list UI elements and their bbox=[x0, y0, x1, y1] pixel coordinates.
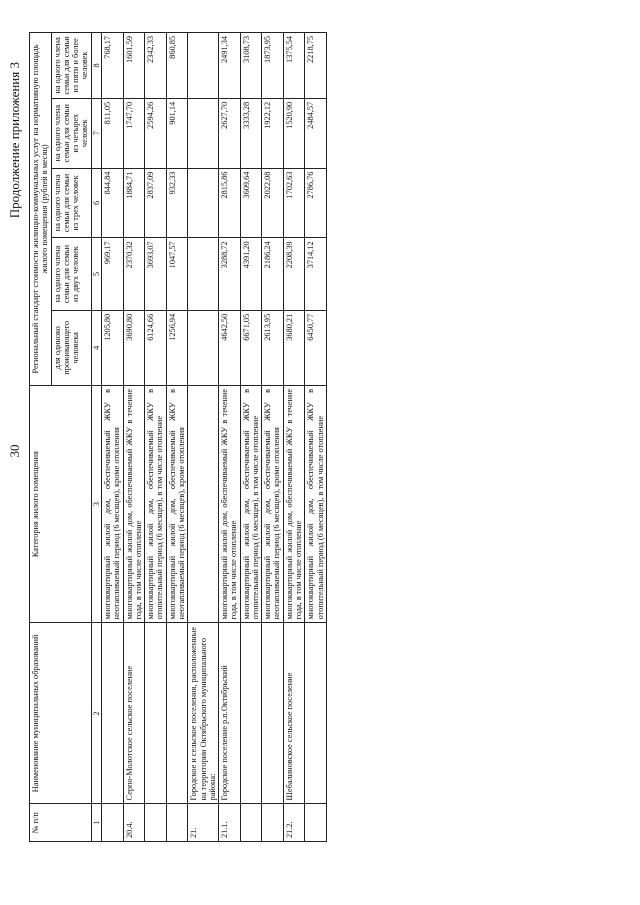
column-index: 8 bbox=[91, 33, 101, 99]
value-single: 6450,77 bbox=[305, 310, 327, 385]
header-name: Наименование муниципальных образований bbox=[30, 623, 92, 804]
value-five: 768,17 bbox=[101, 33, 123, 99]
column-index: 2 bbox=[91, 623, 101, 804]
row-number bbox=[166, 804, 188, 842]
value-two: 3693,07 bbox=[145, 238, 167, 310]
table-row bbox=[305, 33, 327, 842]
value-three: 3609,64 bbox=[240, 168, 262, 238]
municipality-name bbox=[305, 623, 327, 804]
value-single: 6124,66 bbox=[145, 310, 167, 385]
municipality-name bbox=[145, 623, 167, 804]
value-three: 2815,86 bbox=[219, 168, 241, 238]
table-row bbox=[166, 33, 188, 842]
subheader-single: для одиноко проживающего человека bbox=[51, 310, 91, 385]
value-single bbox=[188, 310, 219, 385]
value-four bbox=[188, 98, 219, 168]
municipality-name: Серпо-Молотское сельское поселение bbox=[123, 623, 145, 804]
value-two: 2370,32 bbox=[123, 238, 145, 310]
column-index: 4 bbox=[91, 310, 101, 385]
row-number: 21.2. bbox=[283, 804, 305, 842]
row-number bbox=[305, 804, 327, 842]
value-two: 2186,24 bbox=[262, 238, 284, 310]
value-four: 1747,70 bbox=[123, 98, 145, 168]
housing-category: многоквартирный жилой дом, обеспечиваемый ЖКУ в течение года, в том числе отопление bbox=[219, 385, 241, 622]
value-three: 1702,63 bbox=[283, 168, 305, 238]
value-five: 1601,59 bbox=[123, 33, 145, 99]
value-four: 901,14 bbox=[166, 98, 188, 168]
value-five: 860,85 bbox=[166, 33, 188, 99]
header-standard: Региональный стандарт стоимости жилищно-коммунальных услуг на нормативную площадь жилого помещения (рублей в месяц) bbox=[30, 33, 52, 386]
housing-category bbox=[188, 385, 219, 622]
value-four: 3333,28 bbox=[240, 98, 262, 168]
municipality-name: Городское и сельское поселения, расположенные на территории Октябрьского муниципального района: bbox=[188, 623, 219, 804]
column-index: 1 bbox=[91, 804, 101, 842]
value-three: 2022,08 bbox=[262, 168, 284, 238]
value-two: 4391,20 bbox=[240, 238, 262, 310]
municipality-name bbox=[240, 623, 262, 804]
municipality-name bbox=[166, 623, 188, 804]
table-row bbox=[145, 33, 167, 842]
table-row bbox=[240, 33, 262, 842]
housing-category: многоквартирный жилой дом, обеспечиваемый ЖКУ в течение года, в том числе отопление bbox=[283, 385, 305, 622]
housing-category: многоквартирный жилой дом, обеспечиваемый ЖКУ в отопительный период (6 месяцев), в том числе отопление bbox=[305, 385, 327, 622]
value-two: 3714,12 bbox=[305, 238, 327, 310]
housing-category: многоквартирный жилой дом, обеспечиваемый ЖКУ в отопительный период (6 месяцев), в том числе отопление bbox=[240, 385, 262, 622]
housing-category: многоквартирный жилой дом, обеспечиваемый ЖКУ в отопительный период (6 месяцев), в том числе отопление bbox=[145, 385, 167, 622]
row-number bbox=[145, 804, 167, 842]
column-index: 3 bbox=[91, 385, 101, 622]
row-number: 21. bbox=[188, 804, 219, 842]
standards-table bbox=[29, 32, 327, 842]
value-four: 2627,70 bbox=[219, 98, 241, 168]
municipality-name bbox=[101, 623, 123, 804]
header-no: № п/п bbox=[30, 804, 92, 842]
value-single: 1205,80 bbox=[101, 310, 123, 385]
column-index: 6 bbox=[91, 168, 101, 238]
value-four: 1520,90 bbox=[283, 98, 305, 168]
subheader-three: на одного члена семьи для семьи из трех человек bbox=[51, 168, 91, 238]
value-two: 1047,57 bbox=[166, 238, 188, 310]
column-index: 5 bbox=[91, 238, 101, 310]
value-two: 969,17 bbox=[101, 238, 123, 310]
section-row bbox=[188, 33, 219, 842]
value-three: 2786,76 bbox=[305, 168, 327, 238]
value-three bbox=[188, 168, 219, 238]
header-category: Категория жилого помещения bbox=[30, 385, 92, 622]
row-number: 20.4. bbox=[123, 804, 145, 842]
value-single: 3690,80 bbox=[123, 310, 145, 385]
value-three: 844,84 bbox=[101, 168, 123, 238]
row-number bbox=[101, 804, 123, 842]
value-single: 2613,95 bbox=[262, 310, 284, 385]
value-three: 932,33 bbox=[166, 168, 188, 238]
row-number: 21.1. bbox=[219, 804, 241, 842]
value-single: 3680,21 bbox=[283, 310, 305, 385]
table-row bbox=[123, 33, 145, 842]
value-five: 1375,54 bbox=[283, 33, 305, 99]
value-four: 2484,57 bbox=[305, 98, 327, 168]
value-four: 2594,26 bbox=[145, 98, 167, 168]
table-row bbox=[283, 33, 305, 842]
row-number bbox=[262, 804, 284, 842]
value-five: 2218,75 bbox=[305, 33, 327, 99]
value-single: 1256,94 bbox=[166, 310, 188, 385]
table-row bbox=[101, 33, 123, 842]
municipality-name bbox=[262, 623, 284, 804]
value-five: 3108,73 bbox=[240, 33, 262, 99]
table-row bbox=[262, 33, 284, 842]
value-three: 1884,71 bbox=[123, 168, 145, 238]
housing-category: многоквартирный жилой дом, обеспечиваемый ЖКУ в течение года, в том числе отопление bbox=[123, 385, 145, 622]
municipality-name: Городское поселение р.п.Октябрьский bbox=[219, 623, 241, 804]
value-two: 2208,39 bbox=[283, 238, 305, 310]
subheader-five: на одного члена семьи для семьи из пяти и более человек bbox=[51, 33, 91, 99]
value-two bbox=[188, 238, 219, 310]
value-two: 3288,72 bbox=[219, 238, 241, 310]
table-row bbox=[219, 33, 241, 842]
value-single: 6671,05 bbox=[240, 310, 262, 385]
value-four: 1922,12 bbox=[262, 98, 284, 168]
subheader-two: на одного члена семьи для семьи из двух человек bbox=[51, 238, 91, 310]
value-five: 2491,34 bbox=[219, 33, 241, 99]
housing-category: многоквартирный жилой дом, обеспечиваемый ЖКУ в неотапливаемый период (6 месяцев), кроме отопления bbox=[166, 385, 188, 622]
value-three: 2837,09 bbox=[145, 168, 167, 238]
housing-category: многоквартирный жилой дом, обеспечиваемый ЖКУ в неотапливаемый период (6 месяцев), кроме отопления bbox=[101, 385, 123, 622]
row-number bbox=[240, 804, 262, 842]
continuation-label: Продолжение приложения 3 bbox=[7, 62, 22, 219]
value-four: 811,05 bbox=[101, 98, 123, 168]
value-five: 1873,95 bbox=[262, 33, 284, 99]
municipality-name: Шебалиновское сельское поселение bbox=[283, 623, 305, 804]
housing-category: многоквартирный жилой дом, обеспечиваемый ЖКУ в неотапливаемый период (6 месяцев), кроме отопления bbox=[262, 385, 284, 622]
column-index-row bbox=[91, 33, 101, 842]
value-single: 4642,50 bbox=[219, 310, 241, 385]
column-index: 7 bbox=[91, 98, 101, 168]
page-number: 30 bbox=[7, 444, 22, 458]
value-five bbox=[188, 33, 219, 99]
value-five: 2342,33 bbox=[145, 33, 167, 99]
subheader-four: на одного члена семьи для семьи из четырех человек bbox=[51, 98, 91, 168]
